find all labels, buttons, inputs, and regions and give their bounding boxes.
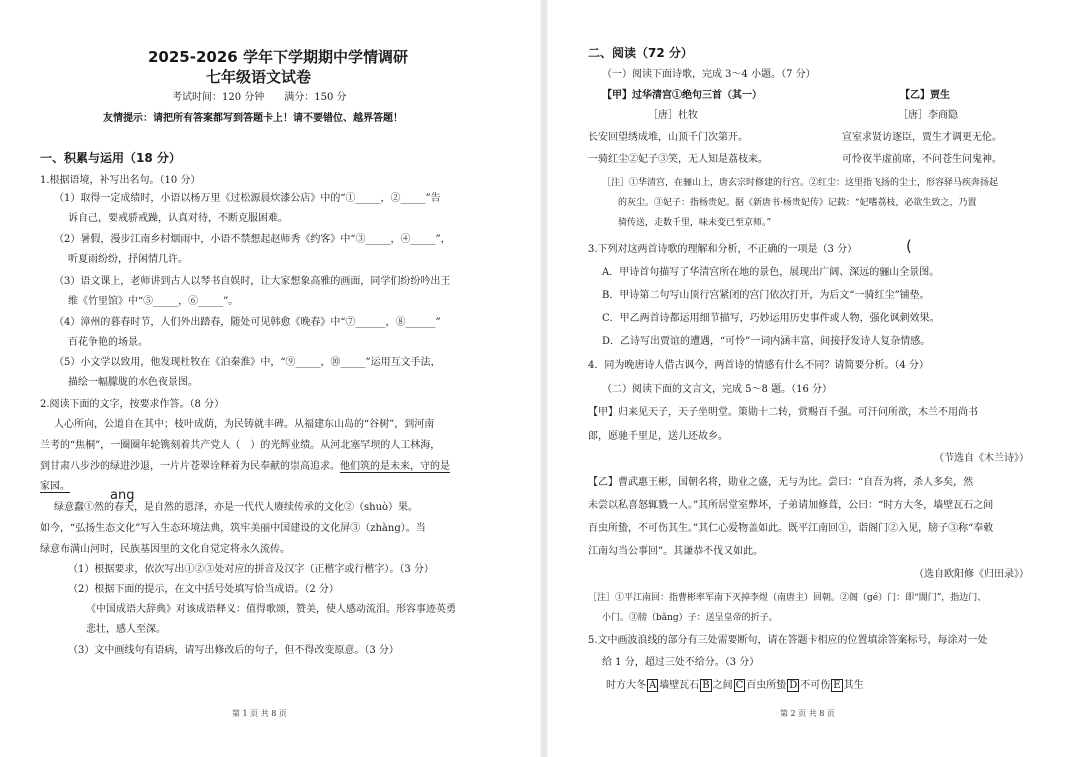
text-b-line-4: 江南勾当公事回”。其谦恭不伐又如此。 bbox=[588, 546, 764, 557]
poem-notes-line-3: 骑传送，走数千里，味未变已至京师。” bbox=[618, 218, 772, 228]
handwritten-pinyin-mark: ang bbox=[110, 488, 135, 503]
q2-line-5: 绿意蠢①然的春天，是自然的恩泽，亦是一代代人赓续传承的文化②（shuò）果。 bbox=[54, 502, 419, 513]
poem-a-title: 【甲】过华清宫①绝句三首（其一） bbox=[602, 90, 762, 101]
q1-line-3: （2）暑假，漫步江南乡村烟雨中，小语不禁想起赵师秀《约客》中“③_____，④_____”， bbox=[54, 234, 451, 245]
q1-line-9: （5）小文学以致用，他发现杜牧在《泊秦淮》中，“⑨_____，⑩_____”运用互文手法， bbox=[54, 357, 441, 368]
break-box-c[interactable]: C bbox=[735, 680, 744, 691]
text-b-source: （选自欧阳修《归田录》） bbox=[914, 569, 1029, 580]
q1-line-1: （1）取得一定成绩时，小语以杨万里《过松源晨炊漆公店》中的“①_____，②_____”告 bbox=[54, 193, 441, 204]
segment-1: 时方大冬 bbox=[606, 680, 646, 691]
poem-b-title: 【乙】贾生 bbox=[900, 90, 950, 101]
q2-line-3-text: 到甘肃八步沙的绿进沙退，一片片苍翠诠释着为民奉献的崇高追求。 bbox=[40, 461, 340, 472]
exam-title-line1: 2025-2026 学年下学期期中学情调研 bbox=[148, 48, 408, 66]
q1-line-8: 百花争艳的场景。 bbox=[68, 337, 148, 348]
section-1-heading: 一、积累与运用（18 分） bbox=[40, 151, 181, 165]
q2-line-4 bbox=[40, 480, 70, 493]
text-a-line-2: 郎，愿驰千里足，送儿还故乡。 bbox=[588, 431, 728, 442]
break-box-d[interactable]: D bbox=[789, 680, 798, 691]
q2-line-1: 人心所向，公道自在其中；枝叶成荫，为民铸就丰碑。从福建东山岛的“谷树”，到河南 bbox=[54, 419, 435, 430]
q2-line-7: 绿意布满山河时，民族基因里的文化自觉定将永久流传。 bbox=[40, 544, 290, 555]
segment-3: 之间 bbox=[712, 680, 733, 691]
poem-a-line-2: 一骑红尘②妃子③笑，无人知是荔枝来。 bbox=[588, 154, 768, 165]
text-a-line-1: 【甲】归来见天子，天子坐明堂。策勋十二转，赏赐百千强。可汗问所欲，木兰不用尚书 bbox=[588, 407, 978, 418]
left-page-footer: 第 1 页 共 8 页 bbox=[232, 709, 287, 718]
right-page bbox=[548, 0, 1080, 757]
text-b-line-3: 百虫所蛰，不可伤其生。”其仁心爱物盖如此。既平江南回①，诣阁门②入见，牓子③称“奉敕 bbox=[588, 523, 994, 534]
sentence-break-row bbox=[606, 679, 864, 692]
question-4: 4．同为晚唐诗人借古讽今，两首诗的情感有什么不同？请简要分析。（4 分） bbox=[588, 360, 929, 371]
poem-b-line-2: 可怜夜半虚前席，不问苍生问鬼神。 bbox=[842, 154, 1002, 165]
q2-line-6: 如今，“弘扬生态文化”写入生态环境法典，筑牢美丽中国建设的文化屏③（zhàng）。当 bbox=[40, 523, 426, 534]
break-box-b[interactable]: B bbox=[702, 680, 710, 691]
q2-sub-2-definition: 《中国成语大辞典》对该成语释义：值得歌颂，赞美，使人感动流泪。形容事迹英勇 bbox=[86, 604, 456, 615]
q3-option-b: B．甲诗第二句写山顶行宫紧闭的宫门依次打开，为后文“一骑红尘”铺垫。 bbox=[602, 290, 930, 301]
section-2-heading: 二、阅读（72 分） bbox=[588, 46, 693, 60]
q1-line-4: 听夏雨纷纷，抒闲情几许。 bbox=[68, 254, 188, 265]
poem-a-line-1: 长安回望绣成堆，山顶千门次第开。 bbox=[588, 132, 748, 143]
segment-6: 其生 bbox=[843, 680, 864, 691]
question-5-line-2: 给 1 分，超过三处不给分。（3 分） bbox=[602, 657, 760, 668]
q2-line-2: 兰考的“焦桐”，一圈圈年轮镌刻着共产党人（ ）的光辉业绩。从河北塞罕坝的人工林海， bbox=[40, 440, 441, 451]
poem-notes-line-2: 的灰尘。③妃子：指杨贵妃。据《新唐书·杨贵妃传》记载：“妃嗜荔枝，必欲生致之，乃置 bbox=[618, 198, 977, 208]
poem-notes-line-1: ［注］①华清宫，在骊山上，唐玄宗时修建的行宫。②红尘：这里指飞扬的尘土，形容驿马疾奔扬起 bbox=[602, 178, 999, 188]
text-notes-line-1: ［注］①平江南回：指曹彬率军南下灭掉李煜（南唐主）回朝。②阁（gé）门：即“閤门”，指边门、 bbox=[588, 593, 987, 603]
exam-title-line2: 七年级语文试卷 bbox=[206, 68, 312, 86]
poem-b-author: ［唐］李商隐 bbox=[898, 110, 958, 121]
q2-sub-2-definition-end: 悲壮，感人至深。 bbox=[86, 624, 166, 635]
text-b-line-2: 未尝以私喜怒辄戮一人。”其所居堂室弊坏，子弟请加修葺，公曰：“时方大冬，墙壁瓦石之间 bbox=[588, 500, 994, 511]
text-a-source: （节选自《木兰诗》） bbox=[934, 453, 1029, 464]
q1-line-2: 诉自己，要戒骄戒躁，认真对待，不断克服困难。 bbox=[68, 213, 288, 224]
question-1-heading: 1.根据语境，补写出名句。（10 分） bbox=[40, 175, 201, 186]
faulty-sentence-underline-end: 家园。 bbox=[40, 481, 70, 492]
q2-sub-2: （2）根据下面的提示，在文中括号处填写恰当成语。（2 分） bbox=[68, 584, 339, 595]
poem-b-line-1: 宣室求贤访逐臣，贾生才调更无伦。 bbox=[842, 132, 1002, 143]
q1-line-10: 描绘一幅朦胧的水色夜景图。 bbox=[68, 377, 198, 388]
friendly-tip: 友情提示：请把所有答案都写到答题卡上！请不要错位、越界答题！ bbox=[103, 113, 403, 124]
q1-line-5: （3）语文课上，老师讲到古人以琴书自娱时，让大家想象高雅的画面，同学们纷纷吟出王 bbox=[54, 276, 451, 287]
segment-4: 百虫所蛰 bbox=[746, 680, 787, 691]
reading-part-2-heading: （二）阅读下面的文言文，完成 5～8 题。（16 分） bbox=[602, 384, 832, 395]
q3-option-a: A．甲诗首句描写了华清宫所在地的景色，展现出广阔、深远的骊山全景图。 bbox=[602, 267, 940, 278]
q3-option-c: C．甲乙两首诗都运用细节描写，巧妙运用历史事件或人物，强化讽刺效果。 bbox=[602, 313, 940, 324]
segment-2: 墙壁瓦石 bbox=[659, 680, 700, 691]
text-notes-line-2: 小门。③牓（bǎng）子：送呈皇帝的折子。 bbox=[602, 613, 778, 623]
right-page-footer: 第 2 页 共 8 页 bbox=[780, 709, 835, 718]
handwritten-check-mark: ( bbox=[906, 237, 912, 255]
q1-line-6: 维《竹里馆》中“⑤_____，⑥_____”。 bbox=[68, 296, 239, 307]
q2-sub-3: （3）文中画线句有语病，请写出修改后的句子，但不得改变原意。（3 分） bbox=[68, 645, 399, 656]
reading-part-1-heading: （一）阅读下面诗歌，完成 3～4 小题。（7 分） bbox=[602, 69, 816, 80]
question-3: 3.下列对这两首诗歌的理解和分析，不正确的一项是（3 分） bbox=[588, 244, 858, 255]
q2-line-3 bbox=[40, 460, 450, 473]
break-box-a[interactable]: A bbox=[649, 680, 657, 691]
exam-info: 考试时间：120 分钟 满分：150 分 bbox=[172, 92, 347, 103]
q2-sub-1: （1）根据要求，依次写出①②③处对应的拼音及汉字（正楷字或行楷字）。（3 分） bbox=[68, 564, 434, 575]
break-box-e[interactable]: E bbox=[833, 680, 841, 691]
question-5-line-1: 5.文中画波浪线的部分有三处需要断句，请在答题卡相应的位置填涂答案标号，每涂对一处 bbox=[588, 635, 988, 646]
faulty-sentence-underline: 他们筑的是未来，守的是 bbox=[340, 461, 450, 472]
text-b-line-1: 【乙】曹武惠王彬，国朝名将，勋业之盛，无与为比。尝曰：“自吾为将，杀人多矣，然 bbox=[588, 477, 974, 488]
page-fold bbox=[540, 0, 548, 757]
q3-option-d: D．乙诗写出贾谊的遭遇，“可怜”一词内涵丰富，间接抒发诗人复杂情感。 bbox=[602, 336, 931, 347]
q1-line-7: （4）漳州的暮春时节，人们外出踏春，随处可见韩愈《晚春》中“⑦______，⑧______” bbox=[54, 317, 441, 328]
segment-5: 不可伤 bbox=[800, 680, 831, 691]
question-2-heading: 2.阅读下面的文字，按要求作答。（8 分） bbox=[40, 399, 225, 410]
poem-a-author: ［唐］杜牧 bbox=[648, 110, 698, 121]
